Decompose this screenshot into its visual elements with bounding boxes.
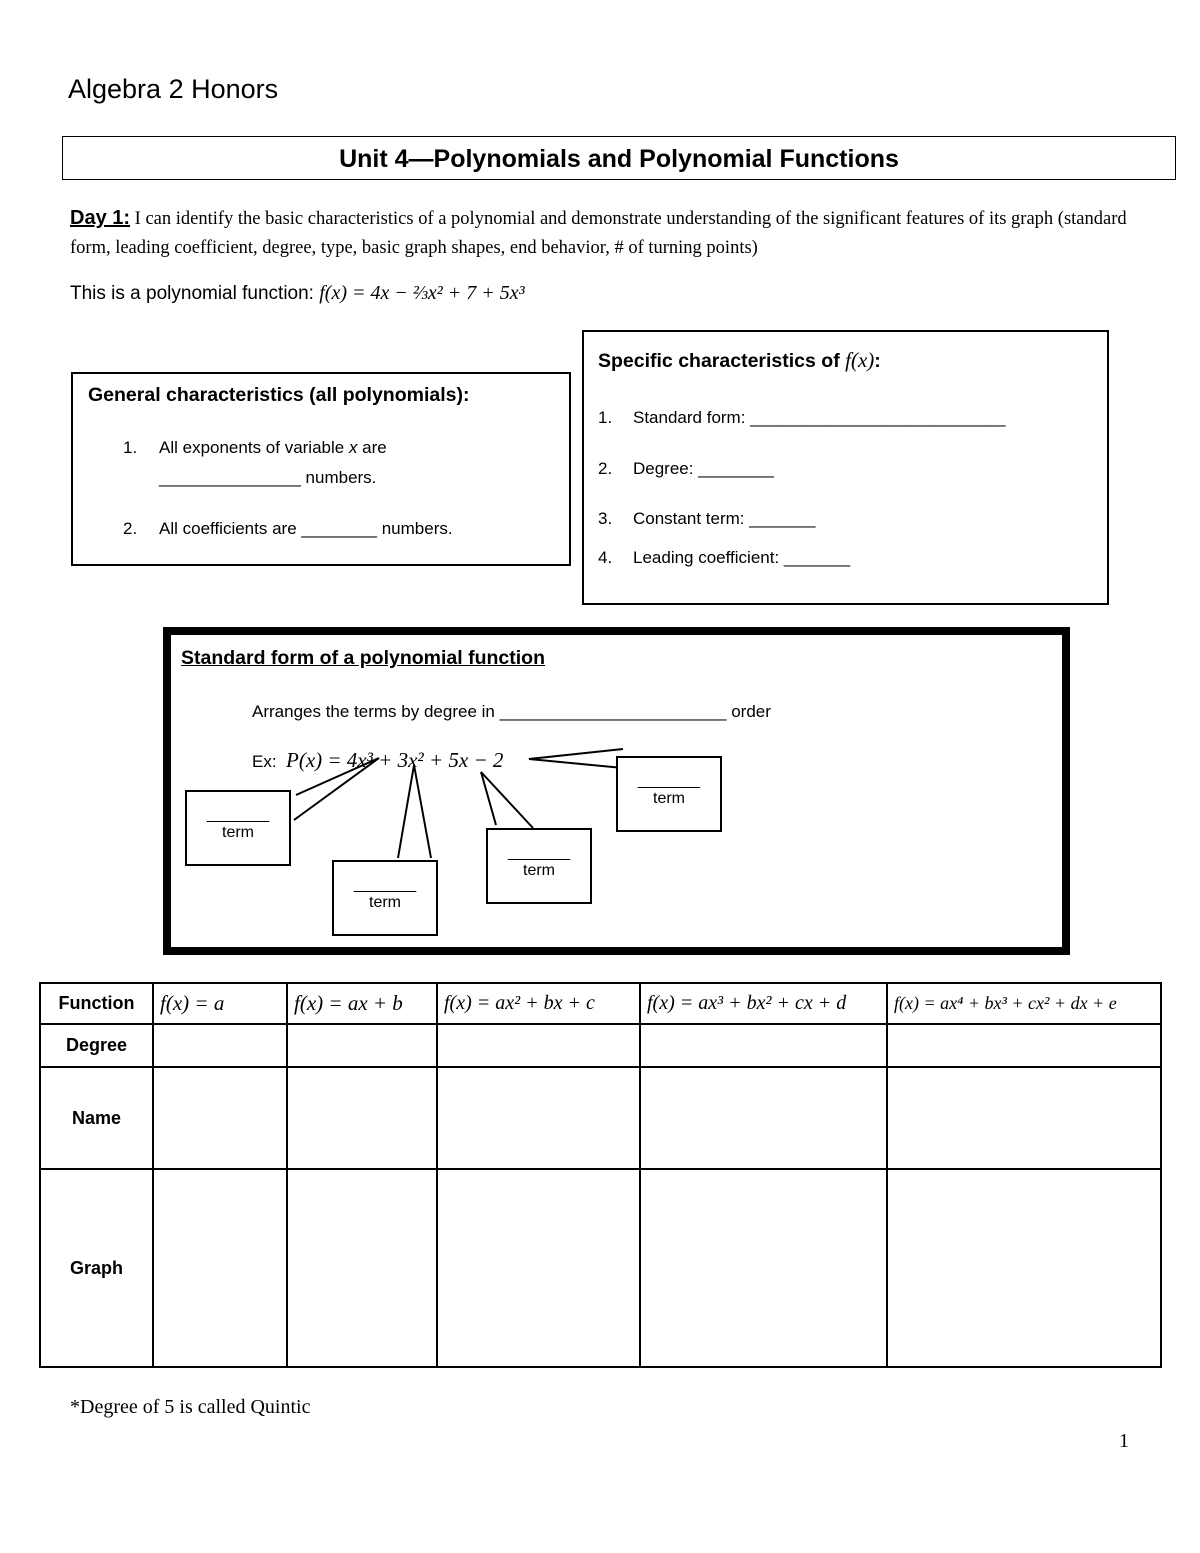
specific-item-4-number: 4. <box>598 548 613 567</box>
specific-characteristics-box <box>582 330 1109 605</box>
callout-blank: _______ <box>637 772 701 789</box>
callout-pointer-2 <box>398 765 431 858</box>
table-cell <box>437 1024 640 1067</box>
specific-heading-fx: f(x) <box>845 348 875 372</box>
table-row-degree <box>40 1024 1161 1067</box>
table-cell <box>887 1169 1161 1367</box>
function-constant: f(x) = a <box>153 983 287 1024</box>
page-number: 1 <box>1119 1430 1129 1452</box>
polynomial-functions-table <box>39 982 1162 1368</box>
standard-form-box <box>163 627 1070 955</box>
specific-item-3-number: 3. <box>598 509 613 528</box>
function-linear: f(x) = ax + b <box>287 983 437 1024</box>
specific-item-4: Leading coefficient: _______ <box>633 548 851 567</box>
general-item-1-line2: _______________ numbers. <box>159 468 377 487</box>
callout-label: term <box>369 894 401 911</box>
table-cell <box>887 1067 1161 1169</box>
standard-form-heading: Standard form of a polynomial function <box>181 647 546 669</box>
document-title: Algebra 2 Honors <box>68 74 279 104</box>
callout-term-3 <box>486 828 592 904</box>
callout-pointer-3 <box>481 772 533 828</box>
callout-pointer-1 <box>294 758 379 820</box>
general-heading: General characteristics (all polynomials): <box>88 384 470 406</box>
table-row-function <box>40 983 1161 1024</box>
polynomial-intro <box>70 282 525 305</box>
callout-term-4 <box>616 756 722 832</box>
polynomial-intro-text: This is a polynomial function: <box>70 283 320 304</box>
callout-pointers <box>171 635 1046 931</box>
general-item-1-text-b: are <box>357 438 387 457</box>
table-cell <box>287 1067 437 1169</box>
table-cell <box>287 1024 437 1067</box>
callout-term-2 <box>332 860 438 936</box>
row-header-graph: Graph <box>40 1169 153 1367</box>
table-cell <box>437 1169 640 1367</box>
specific-item-1: Standard form: ___________________________ <box>633 408 1006 427</box>
general-item-1-variable: x <box>348 438 358 457</box>
function-quadratic: f(x) = ax² + bx + c <box>437 983 640 1024</box>
row-header-function: Function <box>40 983 153 1024</box>
function-cubic: f(x) = ax³ + bx² + cx + d <box>640 983 887 1024</box>
callout-label: term <box>523 862 555 879</box>
day1-label: Day 1: <box>70 207 131 229</box>
callout-label: term <box>653 790 685 807</box>
example-label: Ex: <box>252 752 277 771</box>
footnote: *Degree of 5 is called Quintic <box>70 1396 311 1418</box>
day1-objective <box>70 204 1135 263</box>
table-cell <box>287 1169 437 1367</box>
specific-heading-colon: : <box>874 350 881 372</box>
table-cell <box>887 1024 1161 1067</box>
callout-blank: _______ <box>507 844 571 861</box>
standard-form-arranges: Arranges the terms by degree in ________________________ order <box>252 702 771 721</box>
function-quartic: f(x) = ax⁴ + bx³ + cx² + dx + e <box>887 983 1161 1024</box>
unit-title-box <box>62 136 1176 180</box>
row-header-degree: Degree <box>40 1024 153 1067</box>
callout-label: term <box>222 824 254 841</box>
callout-term-1 <box>185 790 291 866</box>
general-item-1 <box>159 438 387 458</box>
table-cell <box>640 1169 887 1367</box>
table-cell <box>153 1024 287 1067</box>
example-polynomial: P(x) = 4x³ + 3x² + 5x − 2 <box>286 748 504 772</box>
table-cell <box>153 1169 287 1367</box>
general-item-1-text-a: All exponents of variable <box>159 438 349 457</box>
table-row-graph <box>40 1169 1161 1367</box>
specific-heading-text: Specific characteristics of <box>598 350 846 372</box>
table-cell <box>640 1024 887 1067</box>
specific-item-3: Constant term: _______ <box>633 509 816 528</box>
general-characteristics-box <box>71 372 571 566</box>
callout-blank: _______ <box>353 876 417 893</box>
callout-pointer-4 <box>529 749 623 768</box>
table-cell <box>153 1067 287 1169</box>
specific-item-2-number: 2. <box>598 459 613 478</box>
callout-blank: _______ <box>206 806 270 823</box>
unit-title: Unit 4—Polynomials and Polynomial Functions <box>339 145 899 173</box>
polynomial-function: f(x) = 4x − ⅔x² + 7 + 5x³ <box>319 282 525 304</box>
day1-objective-text: I can identify the basic characteristics of a polynomial and demonstrate understanding of the significant features of its graph (standard form, leading coefficient, degree, type, basic graph shapes, end behavior, # of turning points) <box>70 209 1127 258</box>
general-item-1-number: 1. <box>123 438 138 457</box>
general-item-2-number: 2. <box>123 519 138 538</box>
table-row-name <box>40 1067 1161 1169</box>
table-cell <box>640 1067 887 1169</box>
specific-item-1-number: 1. <box>598 408 613 427</box>
row-header-name: Name <box>40 1067 153 1169</box>
specific-item-2: Degree: ________ <box>633 459 774 478</box>
table-cell <box>437 1067 640 1169</box>
general-item-2: All coefficients are ________ numbers. <box>159 519 453 538</box>
specific-heading <box>598 348 881 373</box>
